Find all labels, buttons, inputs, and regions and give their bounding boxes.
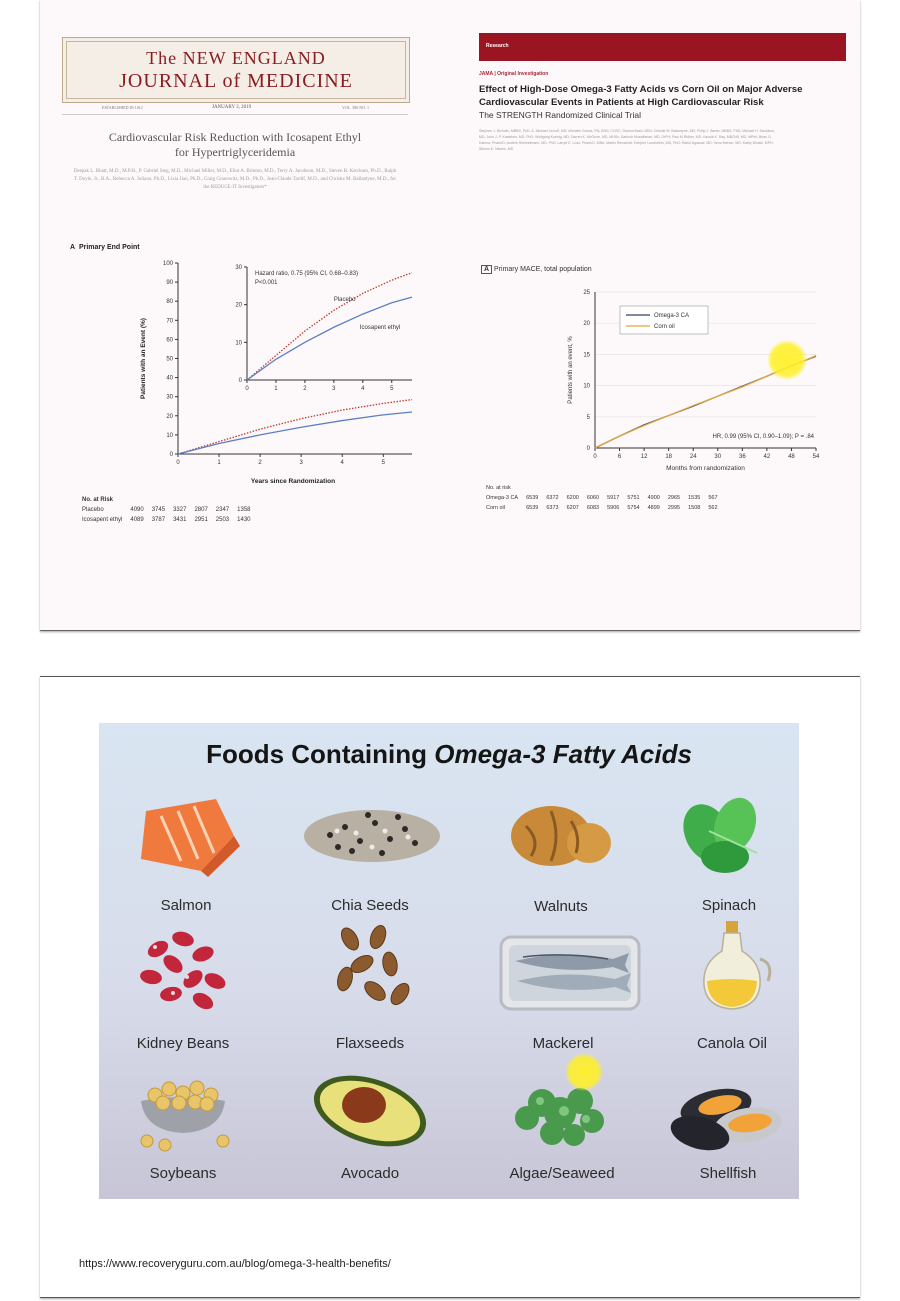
- y-tick-label: 30: [166, 394, 173, 401]
- jama-authors: Stephen J. Nicholls, MBBS, PhD; A. Michael Lincoff, MD; Michelle Garcia, RN, BSN, CCRC; Dianna Bash, BSN; Christie M. Ballantyne, MD; Philip J. Barter, MBBS, PhD; Michael H. Davidson, MD; John J. P. Kastelein, MD, PhD; Wolfgang Koenig, MD; Darren K. McGuire, MD, MHSc; Dariush Mozaffarian, MD, DrPH; Paul M Ridker, MD; Kausik K. Ray, MBChB, MD, MPhil; Brian G. Katona, PharmD; Anders Himmelmann, MD, PhD; Larrye E. Loss, PharmD, MBA; Martin Rensfeldt; Torbjörn Lundström, MD, PhD; Rahul Agrawal, MD; Venu Menon, MD; Kathy Wolski, MPH; Steven E. Nissen, MD: [479, 129, 776, 151]
- risk-row: [486, 504, 724, 512]
- x-tick-label: 2: [258, 460, 262, 466]
- risk-value: 1535: [688, 495, 701, 501]
- jama-km-chart: [520, 280, 820, 480]
- article-title-line-2: for Hypertriglyceridemia: [174, 145, 296, 159]
- food-walnuts: [481, 791, 641, 921]
- food-mackerel: [483, 919, 643, 1059]
- x-tick-label: 4: [340, 460, 344, 466]
- risk-value: 2807: [194, 507, 208, 513]
- risk-value: 6060: [586, 495, 600, 501]
- title-italic: Omega-3 Fatty Acids: [434, 739, 692, 769]
- inset-y-tick-label: 10: [235, 340, 242, 347]
- x-tick-label: 42: [763, 454, 771, 460]
- walnuts-icon: [481, 791, 641, 881]
- nejm-panel-title: Primary End Point: [78, 244, 140, 251]
- risk-value: 1508: [688, 505, 701, 511]
- risk-value: 6539: [526, 495, 539, 501]
- title-plain: Foods Containing: [206, 739, 435, 769]
- risk-value: 4900: [647, 495, 660, 501]
- risk-value: 6083: [586, 505, 600, 511]
- y-tick-label: 20: [583, 321, 590, 328]
- y-tick-label: 70: [166, 318, 173, 325]
- y-tick-label: 100: [162, 261, 173, 267]
- inset-series-line-icosapent-ethyl: [247, 297, 412, 380]
- y-tick-label: 25: [583, 290, 590, 296]
- food-label: Avocado: [340, 1165, 400, 1182]
- x-tick-label: 5: [381, 460, 385, 466]
- food-spinach: [649, 791, 799, 921]
- risk-value: 5751: [627, 495, 640, 501]
- nejm-meta-line: [62, 104, 408, 115]
- food-label: Soybeans: [149, 1165, 217, 1182]
- jama-panel-label: A Primary MACE, total population: [481, 266, 592, 273]
- x-tick-label: 54: [812, 454, 820, 460]
- avocado-icon: [290, 1073, 450, 1153]
- x-tick-label: 6: [617, 454, 622, 460]
- jama-risk-table: [484, 482, 726, 514]
- spinach-icon: [649, 791, 799, 881]
- risk-value: 6372: [546, 495, 559, 501]
- y-tick-label: 40: [166, 375, 173, 382]
- food-label: Canola Oil: [696, 1035, 768, 1052]
- x-tick-label: 48: [788, 454, 795, 460]
- inset-x-tick-label: 5: [390, 386, 394, 392]
- food-label: Kidney Beans: [136, 1035, 230, 1052]
- x-axis-label: Years since Randomization: [250, 478, 336, 485]
- jama-bar-label: Research: [486, 43, 509, 49]
- y-tick-label: 20: [166, 413, 173, 420]
- risk-row: [82, 506, 257, 514]
- jama-title: [479, 83, 859, 109]
- food-kidney-beans: [103, 919, 263, 1059]
- risk-value: 5906: [607, 505, 620, 511]
- canola-oil-icon: [652, 919, 799, 1019]
- food-soybeans: [103, 1073, 263, 1199]
- salmon-icon: [106, 791, 266, 881]
- inset-y-tick-label: 20: [235, 302, 242, 309]
- risk-value: 4899: [647, 505, 660, 511]
- x-tick-label: 12: [640, 454, 648, 460]
- pointer-highlight: [565, 1053, 603, 1091]
- chia-seeds-icon: [290, 791, 450, 881]
- y-tick-label: 90: [166, 280, 173, 287]
- masthead-line-2: JOURNAL of MEDICINE: [119, 70, 353, 92]
- risk-value: 4090: [130, 507, 144, 513]
- legend-label-omega3: Omega-3 CA: [654, 313, 690, 319]
- y-tick-label: 10: [583, 383, 590, 390]
- x-tick-label: 3: [299, 460, 303, 466]
- meta-established: ESTABLISHED IN 1812: [102, 105, 143, 110]
- shellfish-icon: [648, 1073, 799, 1153]
- y-tick-label: 50: [166, 356, 173, 363]
- risk-value: 5917: [607, 495, 620, 501]
- icosapent-label: Icosapent ethyl: [359, 325, 401, 332]
- food-label: Spinach: [701, 897, 757, 914]
- risk-value: 2965: [667, 495, 681, 501]
- risk-value: 2951: [194, 517, 208, 523]
- inset-y-tick-label: 30: [235, 265, 242, 271]
- risk-value: 567: [708, 495, 718, 501]
- infographic-title: [99, 739, 799, 770]
- p-value-text: P<0.001: [255, 280, 278, 286]
- x-tick-label: 1: [217, 460, 221, 466]
- x-tick-label: 0: [176, 460, 180, 466]
- y-tick-label: 10: [166, 432, 173, 439]
- risk-value: 6373: [546, 505, 559, 511]
- x-tick-label: 0: [593, 454, 597, 460]
- jama-title-line-1: Effect of High-Dose Omega-3 Fatty Acids vs Corn Oil on Major Adverse: [479, 84, 803, 95]
- y-tick-label: 80: [166, 299, 173, 306]
- risk-value: 3327: [173, 507, 187, 513]
- risk-header: No. at risk: [486, 485, 511, 491]
- x-tick-label: 36: [738, 454, 746, 460]
- risk-row: [82, 516, 257, 524]
- nejm-article-title: [62, 130, 408, 160]
- risk-value: 6539: [526, 505, 539, 511]
- nejm-risk-table: [80, 494, 259, 526]
- hazard-ratio-text: Hazard ratio, 0.75 (95% CI, 0.68–0.83): [255, 271, 359, 277]
- inset-y-tick-label: 0: [238, 378, 242, 384]
- meta-volume: VOL. 380 NO. 1: [342, 105, 369, 110]
- nejm-panel-label: A Primary End Point: [70, 244, 140, 251]
- series-line-icosapent-ethyl: [178, 412, 412, 454]
- nejm-authors: Deepak L. Bhatt, M.D., M.P.H., P. Gabriel Steg, M.D., Michael Miller, M.D., Eliot A. Brinton, M.D., Terry A. Jacobson, M.D., Steven B. Ketchum, Ph.D., Ralph T. Doyle, Jr., B.A., Rebecca A. Juliano, Ph.D., Lixia Jiao, Ph.D., Craig Granowitz, M.D., Ph.D., Jean-Claude Tardif, M.D., and Christie M. Ballantyne, M.D., for the REDUCE-IT Investigators*: [73, 169, 397, 190]
- food-seaweed: [482, 1073, 642, 1199]
- soybeans-icon: [103, 1073, 263, 1153]
- risk-value: 3431: [173, 517, 187, 523]
- food-label: Algae/Seaweed: [509, 1165, 615, 1182]
- risk-row-name: Icosapent ethyl: [82, 517, 123, 523]
- food-salmon: [106, 791, 266, 921]
- inset-x-tick-label: 0: [245, 386, 249, 392]
- flaxseeds-icon: [290, 919, 450, 1019]
- food-label: Walnuts: [534, 898, 588, 915]
- risk-row-name: Placebo: [82, 507, 104, 513]
- pointer-highlight: [767, 340, 807, 380]
- nejm-km-chart: [70, 255, 420, 495]
- food-shellfish: [648, 1073, 799, 1199]
- article-title-line-1: Cardiovascular Risk Reduction with Icosapent Ethyl: [108, 130, 362, 144]
- risk-value: 5754: [627, 505, 640, 511]
- food-flaxseeds: [290, 919, 450, 1059]
- risk-row-name: Corn oil: [486, 505, 505, 511]
- inset-x-tick-label: 4: [361, 386, 365, 392]
- jama-panel-title: Primary MACE, total population: [494, 266, 592, 273]
- food-label: Mackerel: [532, 1035, 594, 1052]
- risk-value: 562: [708, 505, 718, 511]
- food-label: Salmon: [160, 897, 212, 914]
- food-infographic: [99, 723, 799, 1199]
- food-chia: [290, 791, 450, 921]
- jama-header-bar: [479, 33, 846, 61]
- seaweed-icon: [482, 1073, 642, 1153]
- y-axis-label: Patients with an Event (%): [140, 318, 147, 399]
- y-tick-label: 0: [169, 452, 173, 458]
- x-tick-label: 18: [665, 454, 673, 460]
- risk-value: 6207: [566, 505, 579, 511]
- series-line-placebo: [178, 400, 412, 454]
- x-tick-label: 30: [714, 454, 722, 460]
- source-url[interactable]: https://www.recoveryguru.com.au/blog/omega-3-health-benefits/: [79, 1258, 391, 1270]
- risk-value: 2503: [215, 517, 230, 523]
- jama-subtitle: The STRENGTH Randomized Clinical Trial: [479, 110, 642, 120]
- legend-label-corn-oil: Corn oil: [654, 324, 675, 330]
- mackerel-icon: [483, 919, 643, 1019]
- placebo-label: Placebo: [333, 296, 356, 303]
- food-label: Shellfish: [699, 1165, 757, 1182]
- x-tick-label: 24: [689, 454, 697, 460]
- risk-row-name: Omega-3 CA: [486, 495, 519, 501]
- inset-x-tick-label: 3: [332, 386, 336, 392]
- y-tick-label: 60: [166, 337, 173, 344]
- jama-title-line-2: Cardiovascular Events in Patients at High Cardiovascular Risk: [479, 97, 764, 108]
- risk-value: 3787: [151, 517, 166, 523]
- kidney-beans-icon: [103, 919, 263, 1019]
- inset-x-tick-label: 1: [274, 386, 278, 392]
- risk-header: No. at Risk: [82, 497, 114, 503]
- food-label: Chia Seeds: [331, 897, 409, 914]
- inset-x-tick-label: 2: [303, 386, 307, 392]
- y-tick-label: 5: [586, 414, 590, 421]
- jama-kicker: JAMA | Original Investigation: [479, 71, 549, 77]
- y-axis-label: Patients with an event, %: [568, 336, 574, 404]
- risk-value: 2995: [667, 505, 681, 511]
- risk-value: 1430: [237, 517, 251, 523]
- y-tick-label: 0: [586, 446, 590, 452]
- x-axis-label: Months from randomization: [666, 465, 745, 472]
- risk-value: 4089: [130, 517, 144, 523]
- meta-date: JANUARY 3, 2019: [212, 105, 252, 110]
- risk-row: [486, 494, 724, 502]
- risk-value: 1358: [237, 507, 251, 513]
- hr-text: HR, 0.99 (95% CI, 0.90–1.09); P = .84: [712, 434, 814, 440]
- slide-omega3-foods: [40, 676, 860, 1298]
- risk-value: 6200: [566, 495, 579, 501]
- risk-value: 3745: [151, 507, 166, 513]
- y-tick-label: 15: [583, 352, 590, 359]
- food-avocado: [290, 1073, 450, 1199]
- food-label: Flaxseeds: [335, 1035, 405, 1052]
- food-canola-oil: [652, 919, 799, 1059]
- risk-value: 2347: [215, 507, 230, 513]
- masthead-line-1: The NEW ENGLAND: [146, 48, 326, 68]
- nejm-masthead: [62, 37, 410, 103]
- slide-trials: [40, 0, 860, 631]
